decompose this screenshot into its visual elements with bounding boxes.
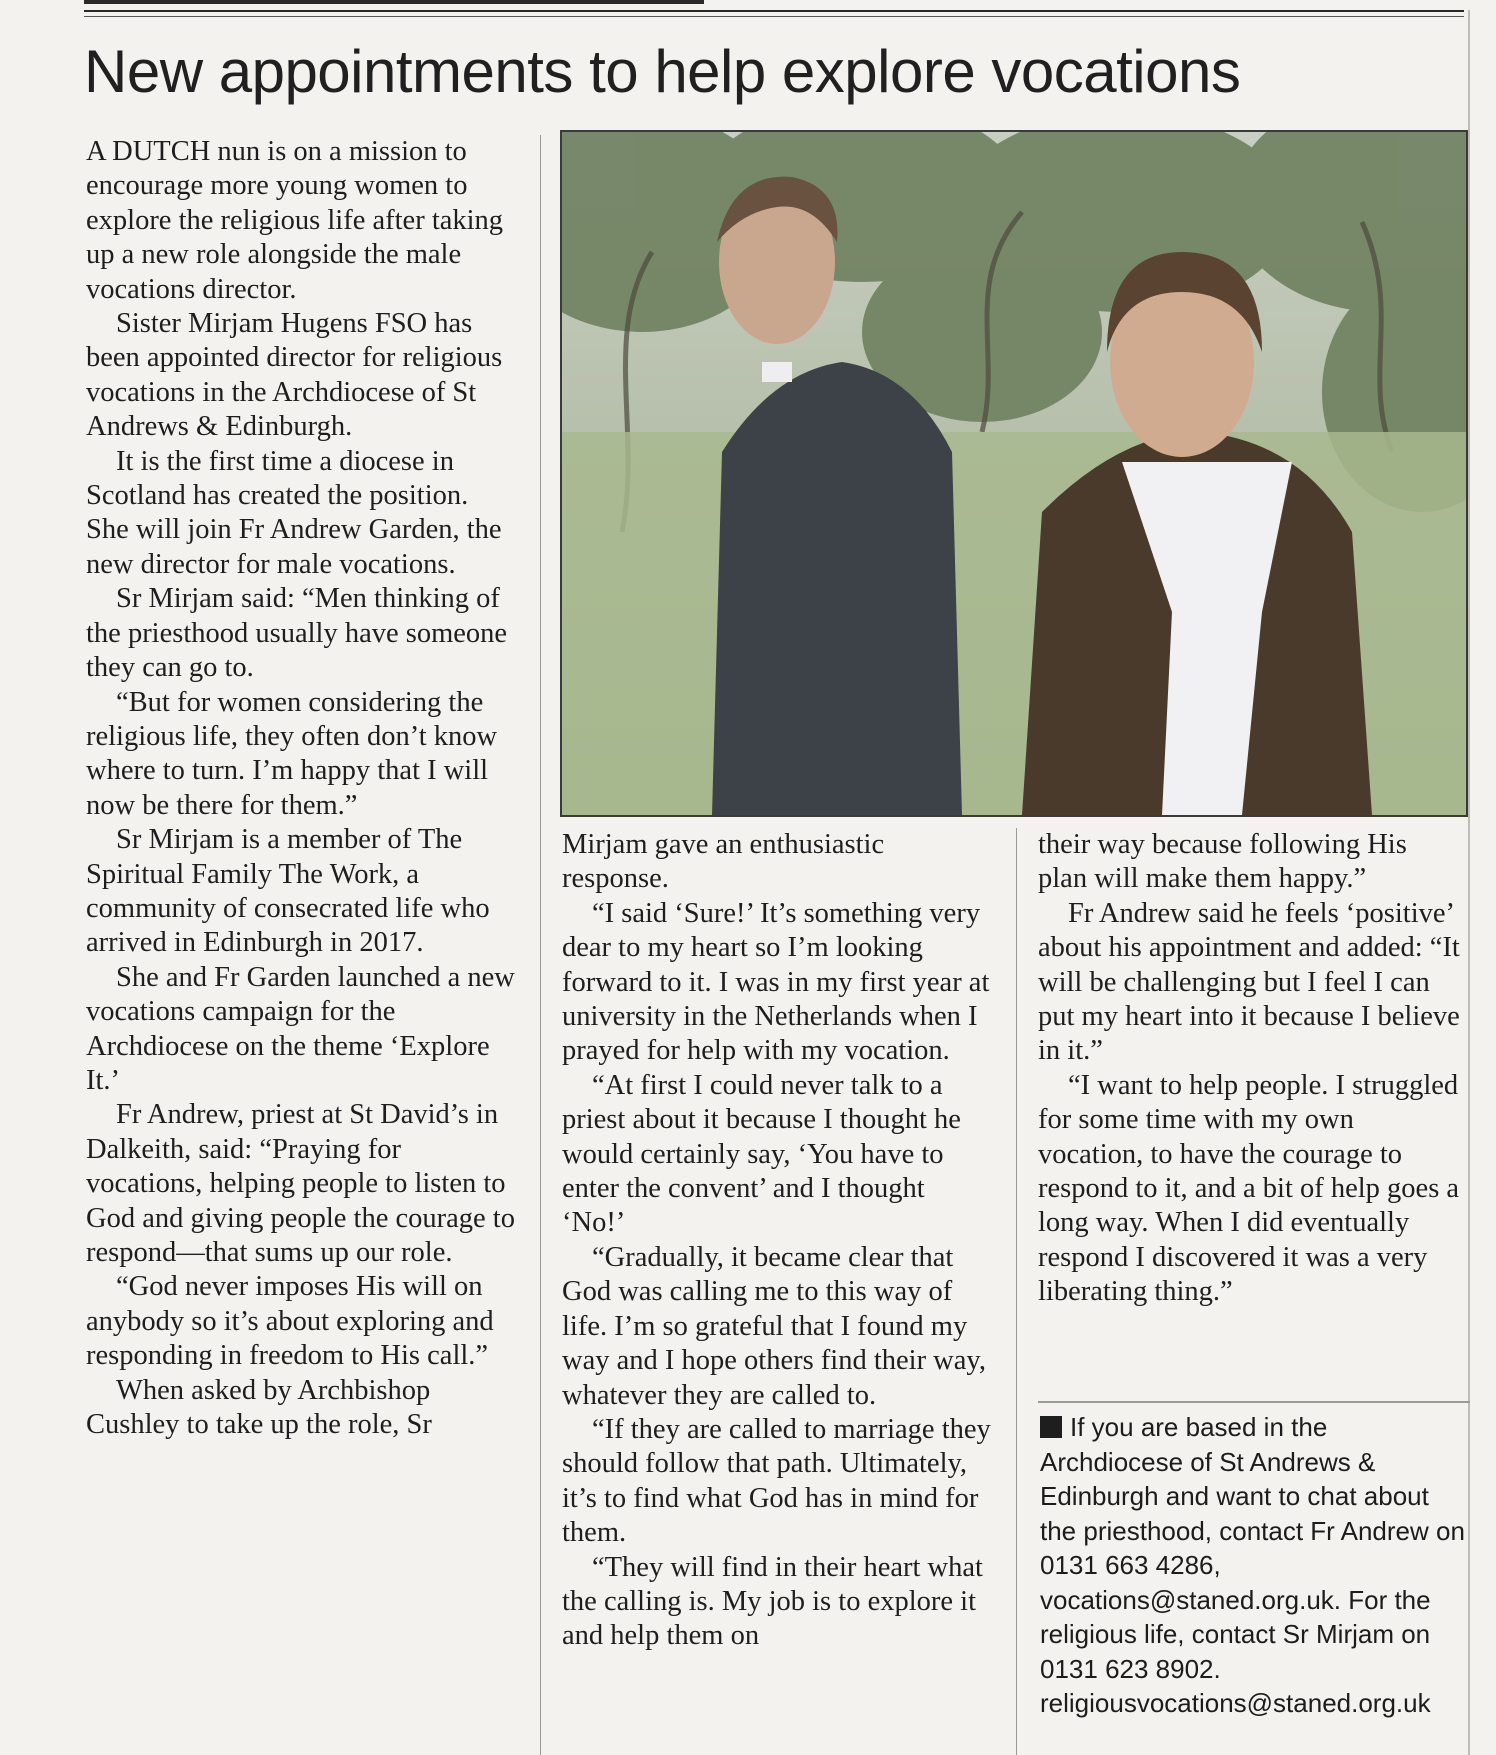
paragraph: Sr Mirjam is a member of The Spiritual Family The Work, a community of consecrated life who arrived in Edinburgh in 2017. (86, 824, 490, 959)
paragraph: Fr Andrew, priest at St David’s in Dalkeith, said: “Praying for vocations, helping people to listen to God and giving people the courage to respond—that sums up our role. (86, 1099, 515, 1268)
column-divider (1016, 828, 1017, 1755)
paragraph: “I want to help people. I struggled for some time with my own vocation, to have the courage to respond to it, and a bit of help goes a long way. When I did eventually respond I discovered it was a very liberating thing.” (1038, 1069, 1460, 1308)
photo-priest-and-nun (562, 132, 1466, 815)
paragraph: It is the first time a diocese in Scotland has created the position. She will join Fr Andrew Garden, the new director for male vocations. (86, 445, 502, 580)
paragraph: She and Fr Garden launched a new vocations campaign for the Archdiocese on the theme ‘Explore It.’ (86, 961, 515, 1096)
masthead-rule (84, 0, 704, 4)
bullet-square-icon (1040, 1416, 1062, 1438)
section-rule (84, 10, 1464, 12)
contact-info-box (1040, 1410, 1466, 1721)
paragraph: Mirjam gave an enthusiastic response. (562, 829, 885, 895)
paragraph: “God never imposes His will on anybody so it’s about exploring and responding in freedom to His call.” (86, 1271, 494, 1372)
paragraph: A DUTCH nun is on a mission to encourage more young women to explore the religious life after taking up a new role alongside the male vocations director. (86, 136, 504, 305)
paragraph: “I said ‘Sure!’ It’s something very dear to my heart so I’m looking forward to it. I was in my first year at university in the Netherlands when I prayed for help with my vocation. (562, 897, 990, 1067)
paragraph: “But for women considering the religious life, they often don’t know where to turn. I’m happy that I will now be there for them.” (86, 686, 498, 821)
paragraph: “If they are called to marriage they should follow that path. Ultimately, it’s to find what God has in mind for them. (562, 1413, 991, 1549)
column-divider (540, 135, 541, 1755)
page-edge-rule (1468, 10, 1470, 1755)
headline: New appointments to help explore vocations (84, 38, 1241, 105)
article-photo (560, 130, 1468, 817)
paragraph: When asked by Archbishop Cushley to take up the role, Sr (86, 1374, 432, 1441)
paragraph: “They will find in their heart what the calling is. My job is to explore it and help them on (562, 1551, 983, 1652)
paragraph: “Gradually, it became clear that God was calling me to this way of life. I’m so grateful that I found my way and I hope others find their way, whatever they are called to. (562, 1241, 986, 1411)
info-box-divider (1038, 1401, 1470, 1403)
article-column-2 (562, 828, 992, 1654)
contact-info-text: If you are based in the Archdiocese of St Andrews & Edinburgh and want to chat about the priesthood, contact Fr Andrew on 0131 663 4286, vocations@staned.org.uk. For the religious life, contact Sr Mirjam on 0131 623 8902. religiousvocations@staned.org.uk (1040, 1412, 1465, 1718)
paragraph: “At first I could never talk to a priest about it because I thought he would certainly say, ‘You have to enter the convent’ and I thought ‘No!’ (562, 1069, 961, 1239)
article-column-3 (1038, 828, 1462, 1310)
paragraph: Sr Mirjam said: “Men thinking of the priesthood usually have someone they can go to. (86, 583, 508, 684)
paragraph: their way because following His plan will make them happy.” (1038, 829, 1407, 895)
article-column-1 (86, 135, 516, 1442)
paragraph: Fr Andrew said he feels ‘positive’ about his appointment and added: “It will be challenging but I feel I can put my heart into it because I believe in it.” (1038, 897, 1460, 1067)
paragraph: Sister Mirjam Hugens FSO has been appointed director for religious vocations in the Archdiocese of St Andrews & Edinburgh. (86, 308, 503, 443)
section-rule-thin (84, 16, 1464, 17)
